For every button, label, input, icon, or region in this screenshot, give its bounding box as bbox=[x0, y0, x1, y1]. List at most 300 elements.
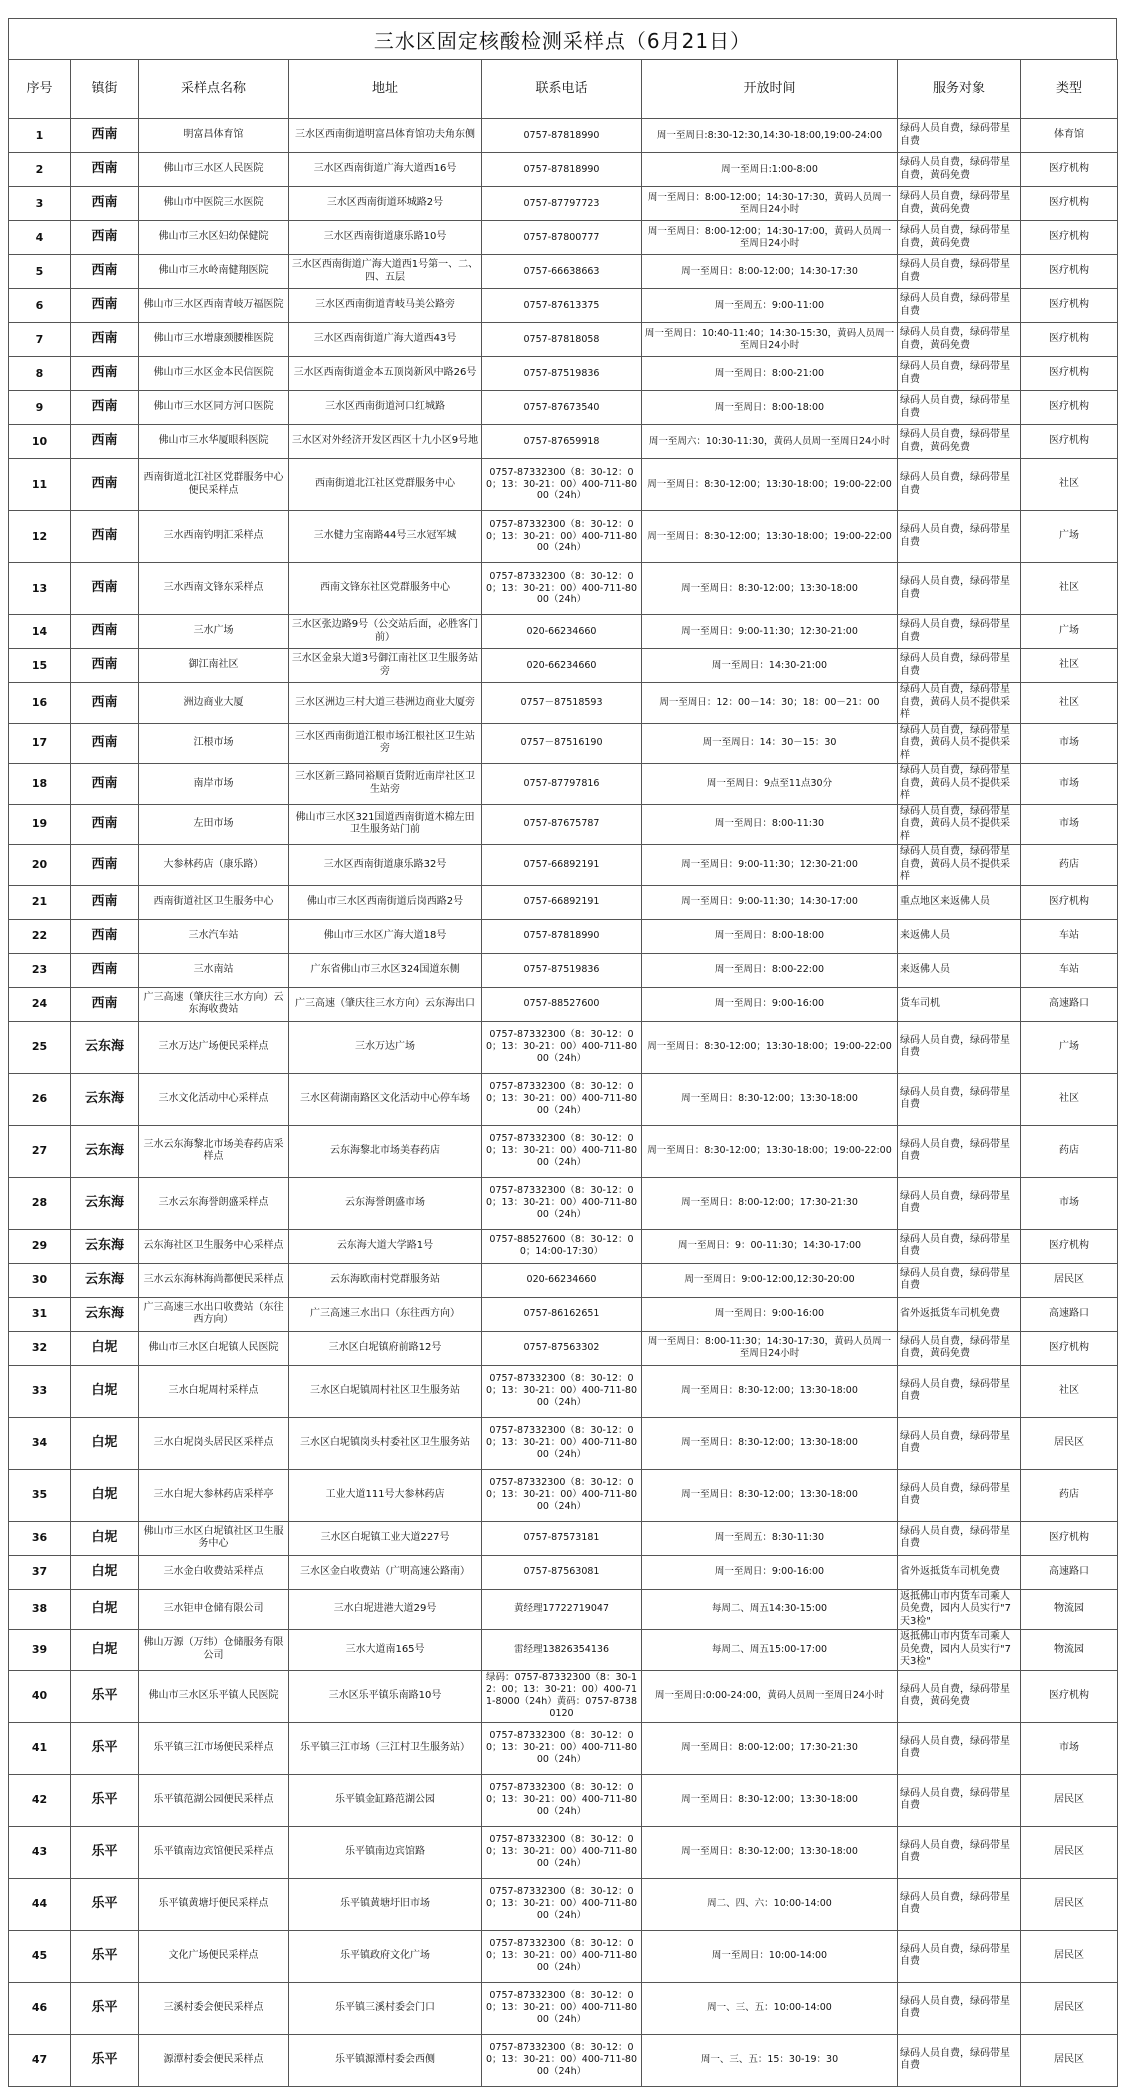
cell-address: 乐平镇三江市场（三江村卫生服务站） bbox=[289, 1722, 482, 1774]
cell-target: 绿码人员自费，绿码带星自费，黄码免费 bbox=[898, 1331, 1021, 1365]
table-row bbox=[9, 1417, 1118, 1469]
cell-town: 云东海 bbox=[71, 1229, 139, 1263]
cell-no: 2 bbox=[9, 153, 71, 187]
cell-target: 绿码人员自费，绿码带星自费，黄码人员不提供采样 bbox=[898, 683, 1021, 724]
table-row bbox=[9, 683, 1118, 724]
cell-phone: 绿码：0757-87332300（8：30-12：00；13：30-21：00）400-711-8000（24h）黄码：0757-87380120 bbox=[482, 1670, 642, 1722]
cell-hours: 周一至周日：10:40-11:40；14:30-15:30，黄码人员周一至周日24小时 bbox=[642, 323, 898, 357]
cell-town: 西南 bbox=[71, 119, 139, 153]
table-row bbox=[9, 289, 1118, 323]
cell-no: 21 bbox=[9, 885, 71, 919]
cell-town: 白坭 bbox=[71, 1417, 139, 1469]
cell-no: 1 bbox=[9, 119, 71, 153]
cell-phone: 0757-87332300（8：30-12：00；13：30-21：00）400-711-8000（24h） bbox=[482, 1826, 642, 1878]
cell-target: 绿码人员自费，绿码带星自费 bbox=[898, 119, 1021, 153]
cell-site-name: 三溪村委会便民采样点 bbox=[139, 1982, 289, 2034]
cell-target: 省外返抵货车司机免费 bbox=[898, 1555, 1021, 1589]
cell-town: 西南 bbox=[71, 221, 139, 255]
cell-hours: 周一、三、五：10:00-14:00 bbox=[642, 1982, 898, 2034]
cell-address: 三水区荷湖南路区文化活动中心停车场 bbox=[289, 1073, 482, 1125]
cell-type: 广场 bbox=[1021, 615, 1118, 649]
cell-type: 广场 bbox=[1021, 511, 1118, 563]
cell-type: 社区 bbox=[1021, 563, 1118, 615]
cell-type: 市场 bbox=[1021, 804, 1118, 845]
cell-address: 乐平镇三溪村委会门口 bbox=[289, 1982, 482, 2034]
cell-no: 38 bbox=[9, 1589, 71, 1630]
cell-site-name: 乐平镇三江市场便民采样点 bbox=[139, 1722, 289, 1774]
cell-target: 绿码人员自费，绿码带星自费 bbox=[898, 615, 1021, 649]
cell-site-name: 大参林药店（康乐路） bbox=[139, 845, 289, 886]
table-row bbox=[9, 1297, 1118, 1331]
table-row bbox=[9, 1826, 1118, 1878]
cell-type: 居民区 bbox=[1021, 1878, 1118, 1930]
cell-hours: 周一至周日：10:00-14:00 bbox=[642, 1930, 898, 1982]
cell-site-name: 佛山市三水区白坭镇社区卫生服务中心 bbox=[139, 1521, 289, 1555]
cell-hours: 周一至周日：9:00-11:30；12:30-21:00 bbox=[642, 845, 898, 886]
table-row bbox=[9, 615, 1118, 649]
cell-address: 乐平镇源潭村委会西侧 bbox=[289, 2034, 482, 2086]
cell-phone: 0757-87519836 bbox=[482, 953, 642, 987]
cell-town: 西南 bbox=[71, 459, 139, 511]
cell-target: 绿码人员自费，绿码带星自费，黄码免费 bbox=[898, 153, 1021, 187]
cell-address: 佛山市三水区广海大道18号 bbox=[289, 919, 482, 953]
cell-town: 白坭 bbox=[71, 1521, 139, 1555]
cell-target: 绿码人员自费，绿码带星自费 bbox=[898, 357, 1021, 391]
cell-hours: 周一至周日：9:00-16:00 bbox=[642, 1555, 898, 1589]
cell-address: 云东海黎北市场美春药店 bbox=[289, 1125, 482, 1177]
cell-hours: 周一至周日：8:00-12:00；14:30-17:30 bbox=[642, 255, 898, 289]
cell-hours: 周一至周日:8:30-12:30,14:30-18:00,19:00-24:00 bbox=[642, 119, 898, 153]
table-row bbox=[9, 1229, 1118, 1263]
cell-type: 高速路口 bbox=[1021, 1555, 1118, 1589]
cell-site-name: 佛山市三水区妇幼保健院 bbox=[139, 221, 289, 255]
cell-town: 乐平 bbox=[71, 1722, 139, 1774]
cell-target: 省外返抵货车司机免费 bbox=[898, 1297, 1021, 1331]
table-row bbox=[9, 1630, 1118, 1671]
cell-address: 三水区西南街道广海大道西16号 bbox=[289, 153, 482, 187]
cell-type: 医疗机构 bbox=[1021, 357, 1118, 391]
cell-type: 车站 bbox=[1021, 919, 1118, 953]
cell-type: 医疗机构 bbox=[1021, 153, 1118, 187]
cell-no: 32 bbox=[9, 1331, 71, 1365]
table-row bbox=[9, 1331, 1118, 1365]
cell-site-name: 三水万达广场便民采样点 bbox=[139, 1021, 289, 1073]
cell-no: 13 bbox=[9, 563, 71, 615]
cell-target: 重点地区来返佛人员 bbox=[898, 885, 1021, 919]
cell-address: 西南文锋东社区党群服务中心 bbox=[289, 563, 482, 615]
cell-hours: 周一至周日:1:00-8:00 bbox=[642, 153, 898, 187]
cell-site-name: 三水白坭大参林药店采样亭 bbox=[139, 1469, 289, 1521]
cell-type: 广场 bbox=[1021, 1021, 1118, 1073]
cell-type: 居民区 bbox=[1021, 1930, 1118, 1982]
cell-type: 居民区 bbox=[1021, 2034, 1118, 2086]
cell-site-name: 西南街道北江社区党群服务中心便民采样点 bbox=[139, 459, 289, 511]
cell-target: 绿码人员自费，绿码带星自费 bbox=[898, 1774, 1021, 1826]
table-row bbox=[9, 1263, 1118, 1297]
cell-no: 22 bbox=[9, 919, 71, 953]
cell-site-name: 广三高速三水出口收费站（东往西方向） bbox=[139, 1297, 289, 1331]
table-row bbox=[9, 425, 1118, 459]
cell-town: 西南 bbox=[71, 425, 139, 459]
cell-address: 乐平镇政府文化广场 bbox=[289, 1930, 482, 1982]
table-row bbox=[9, 1670, 1118, 1722]
cell-town: 西南 bbox=[71, 987, 139, 1021]
cell-no: 41 bbox=[9, 1722, 71, 1774]
cell-site-name: 佛山市三水增康颈腰椎医院 bbox=[139, 323, 289, 357]
cell-phone: 0757-87332300（8：30-12：00；13：30-21：00）400-711-8000（24h） bbox=[482, 511, 642, 563]
cell-no: 3 bbox=[9, 187, 71, 221]
cell-site-name: 佛山市三水岭南健翔医院 bbox=[139, 255, 289, 289]
cell-target: 绿码人员自费，绿码带星自费 bbox=[898, 1365, 1021, 1417]
cell-target: 货车司机 bbox=[898, 987, 1021, 1021]
cell-site-name: 三水白坭岗头居民区采样点 bbox=[139, 1417, 289, 1469]
cell-target: 来返佛人员 bbox=[898, 953, 1021, 987]
cell-address: 三水万达广场 bbox=[289, 1021, 482, 1073]
cell-type: 医疗机构 bbox=[1021, 289, 1118, 323]
cell-address: 佛山市三水区西南街道后岗西路2号 bbox=[289, 885, 482, 919]
cell-target: 绿码人员自费，绿码带星自费 bbox=[898, 2034, 1021, 2086]
cell-address: 佛山市三水区321国道西南街道木棉左田卫生服务站门前 bbox=[289, 804, 482, 845]
cell-phone: 0757-87332300（8：30-12：00；13：30-21：00）400-711-8000（24h） bbox=[482, 1469, 642, 1521]
cell-site-name: 三水汽车站 bbox=[139, 919, 289, 953]
cell-no: 28 bbox=[9, 1177, 71, 1229]
cell-address: 三水区新三路同裕顺百货附近南岸社区卫生站旁 bbox=[289, 764, 482, 805]
cell-site-name: 三水西南文锋东采样点 bbox=[139, 563, 289, 615]
table-row bbox=[9, 1930, 1118, 1982]
cell-address: 三水区金泉大道3号御江南社区卫生服务站旁 bbox=[289, 649, 482, 683]
cell-phone: 020-66234660 bbox=[482, 649, 642, 683]
cell-hours: 周一至周日：9：00-11:30；14:30-17:00 bbox=[642, 1229, 898, 1263]
header-cell-hours: 开放时间 bbox=[642, 60, 898, 119]
cell-address: 三水区对外经济开发区西区十九小区9号地 bbox=[289, 425, 482, 459]
cell-town: 西南 bbox=[71, 885, 139, 919]
cell-town: 西南 bbox=[71, 511, 139, 563]
cell-address: 三水区白坭镇府前路12号 bbox=[289, 1331, 482, 1365]
cell-site-name: 乐平镇范湖公园便民采样点 bbox=[139, 1774, 289, 1826]
cell-no: 37 bbox=[9, 1555, 71, 1589]
cell-target: 绿码人员自费，绿码带星自费 bbox=[898, 1417, 1021, 1469]
cell-target: 绿码人员自费，绿码带星自费 bbox=[898, 255, 1021, 289]
cell-target: 绿码人员自费，绿码带星自费 bbox=[898, 1229, 1021, 1263]
cell-address: 乐平镇黄塘圩旧市场 bbox=[289, 1878, 482, 1930]
cell-address: 三水区西南街道河口红城路 bbox=[289, 391, 482, 425]
cell-site-name: 佛山市三水区同方河口医院 bbox=[139, 391, 289, 425]
header-cell-phone: 联系电话 bbox=[482, 60, 642, 119]
table-row bbox=[9, 845, 1118, 886]
table-row bbox=[9, 1774, 1118, 1826]
cell-phone: 黄经理17722719047 bbox=[482, 1589, 642, 1630]
cell-town: 西南 bbox=[71, 804, 139, 845]
cell-target: 绿码人员自费，绿码带星自费，黄码人员不提供采样 bbox=[898, 804, 1021, 845]
cell-hours: 周一、三、五：15：30-19：30 bbox=[642, 2034, 898, 2086]
cell-address: 三水区张边路9号（公交站后面，必胜客门前） bbox=[289, 615, 482, 649]
cell-address: 三水区乐平镇乐南路10号 bbox=[289, 1670, 482, 1722]
cell-no: 42 bbox=[9, 1774, 71, 1826]
cell-site-name: 佛山市三水区金本民信医院 bbox=[139, 357, 289, 391]
cell-no: 19 bbox=[9, 804, 71, 845]
cell-no: 5 bbox=[9, 255, 71, 289]
cell-type: 医疗机构 bbox=[1021, 323, 1118, 357]
cell-type: 居民区 bbox=[1021, 1263, 1118, 1297]
cell-site-name: 佛山市三水区人民医院 bbox=[139, 153, 289, 187]
cell-target: 绿码人员自费，绿码带星自费，黄码免费 bbox=[898, 323, 1021, 357]
cell-no: 4 bbox=[9, 221, 71, 255]
cell-site-name: 乐平镇黄塘圩便民采样点 bbox=[139, 1878, 289, 1930]
table-row bbox=[9, 563, 1118, 615]
cell-target: 绿码人员自费，绿码带星自费 bbox=[898, 1521, 1021, 1555]
cell-hours: 周一至周日：8:00-12:00；17:30-21:30 bbox=[642, 1722, 898, 1774]
table-row bbox=[9, 1521, 1118, 1555]
cell-town: 乐平 bbox=[71, 1878, 139, 1930]
cell-type: 药店 bbox=[1021, 1125, 1118, 1177]
cell-site-name: 佛山市三水华厦眼科医院 bbox=[139, 425, 289, 459]
cell-town: 云东海 bbox=[71, 1021, 139, 1073]
cell-site-name: 三水钜申仓储有限公司 bbox=[139, 1589, 289, 1630]
cell-phone: 0757-87332300（8：30-12：00；13：30-21：00）400-711-8000（24h） bbox=[482, 1930, 642, 1982]
sampling-sites-table bbox=[8, 59, 1118, 2087]
cell-phone: 0757-87673540 bbox=[482, 391, 642, 425]
table-row bbox=[9, 885, 1118, 919]
cell-town: 西南 bbox=[71, 919, 139, 953]
cell-phone: 0757－87518593 bbox=[482, 683, 642, 724]
cell-phone: 0757-87332300（8：30-12：00；13：30-21：00）400-711-8000（24h） bbox=[482, 1982, 642, 2034]
cell-hours: 周一至周日：8:30-12:00；13:30-18:00；19:00-22:00 bbox=[642, 459, 898, 511]
cell-address: 乐平镇金缸路范湖公园 bbox=[289, 1774, 482, 1826]
table-row bbox=[9, 1878, 1118, 1930]
cell-no: 17 bbox=[9, 723, 71, 764]
cell-site-name: 佛山市中医院三水医院 bbox=[139, 187, 289, 221]
cell-hours: 每周二、周五14:30-15:00 bbox=[642, 1589, 898, 1630]
cell-hours: 周一至周日：8:30-12:00；13:30-18:00 bbox=[642, 1073, 898, 1125]
cell-no: 33 bbox=[9, 1365, 71, 1417]
cell-phone: 0757-66892191 bbox=[482, 845, 642, 886]
cell-site-name: 云东海社区卫生服务中心采样点 bbox=[139, 1229, 289, 1263]
cell-type: 体育馆 bbox=[1021, 119, 1118, 153]
cell-hours: 周一至周日：8:00-21:00 bbox=[642, 357, 898, 391]
cell-no: 18 bbox=[9, 764, 71, 805]
cell-town: 乐平 bbox=[71, 1982, 139, 2034]
table-row bbox=[9, 1589, 1118, 1630]
cell-hours: 周一至周日：8:30-12:00；13:30-18:00；19:00-22:00 bbox=[642, 511, 898, 563]
cell-type: 医疗机构 bbox=[1021, 1521, 1118, 1555]
cell-no: 31 bbox=[9, 1297, 71, 1331]
cell-phone: 0757-87332300（8：30-12：00；13：30-21：00）400-711-8000（24h） bbox=[482, 1073, 642, 1125]
cell-phone: 0757-87563081 bbox=[482, 1555, 642, 1589]
cell-address: 云东海欧南村党群服务站 bbox=[289, 1263, 482, 1297]
cell-hours: 周一至周日：8:30-12:00；13:30-18:00；19:00-22:00 bbox=[642, 1125, 898, 1177]
cell-type: 市场 bbox=[1021, 1177, 1118, 1229]
cell-address: 广三高速三水出口（东往西方向） bbox=[289, 1297, 482, 1331]
cell-no: 15 bbox=[9, 649, 71, 683]
table-row bbox=[9, 459, 1118, 511]
cell-town: 云东海 bbox=[71, 1073, 139, 1125]
cell-no: 14 bbox=[9, 615, 71, 649]
cell-target: 绿码人员自费，绿码带星自费 bbox=[898, 1982, 1021, 2034]
cell-hours: 周一至周日：8:30-12:00；13:30-18:00；19:00-22:00 bbox=[642, 1021, 898, 1073]
cell-target: 来返佛人员 bbox=[898, 919, 1021, 953]
cell-no: 24 bbox=[9, 987, 71, 1021]
cell-no: 47 bbox=[9, 2034, 71, 2086]
cell-phone: 020-66234660 bbox=[482, 1263, 642, 1297]
cell-no: 20 bbox=[9, 845, 71, 886]
cell-site-name: 江根市场 bbox=[139, 723, 289, 764]
cell-type: 高速路口 bbox=[1021, 1297, 1118, 1331]
cell-town: 云东海 bbox=[71, 1177, 139, 1229]
cell-no: 43 bbox=[9, 1826, 71, 1878]
cell-phone: 0757-87818990 bbox=[482, 919, 642, 953]
cell-hours: 周一至周日：8:00-22:00 bbox=[642, 953, 898, 987]
cell-type: 医疗机构 bbox=[1021, 885, 1118, 919]
cell-target: 绿码人员自费，绿码带星自费 bbox=[898, 391, 1021, 425]
cell-phone: 020-66234660 bbox=[482, 615, 642, 649]
cell-phone: 0757-88527600 bbox=[482, 987, 642, 1021]
cell-phone: 0757-87800777 bbox=[482, 221, 642, 255]
header-row bbox=[9, 60, 1118, 119]
cell-no: 10 bbox=[9, 425, 71, 459]
cell-target: 绿码人员自费，绿码带星自费，黄码免费 bbox=[898, 425, 1021, 459]
cell-phone: 0757-87332300（8：30-12：00；13：30-21：00）400-711-8000（24h） bbox=[482, 1125, 642, 1177]
cell-type: 高速路口 bbox=[1021, 987, 1118, 1021]
cell-site-name: 文化广场便民采样点 bbox=[139, 1930, 289, 1982]
cell-type: 物流园 bbox=[1021, 1630, 1118, 1671]
cell-target: 绿码人员自费，绿码带星自费，黄码免费 bbox=[898, 187, 1021, 221]
cell-phone: 0757-87675787 bbox=[482, 804, 642, 845]
cell-site-name: 三水南站 bbox=[139, 953, 289, 987]
cell-target: 返抵佛山市内货车司乘人员免费，园内人员实行"7天3检" bbox=[898, 1630, 1021, 1671]
cell-site-name: 西南街道社区卫生服务中心 bbox=[139, 885, 289, 919]
cell-town: 白坭 bbox=[71, 1469, 139, 1521]
cell-target: 绿码人员自费，绿码带星自费 bbox=[898, 1469, 1021, 1521]
cell-phone: 0757-87332300（8：30-12：00；13：30-21：00）400-711-8000（24h） bbox=[482, 459, 642, 511]
cell-type: 市场 bbox=[1021, 764, 1118, 805]
cell-target: 绿码人员自费，绿码带星自费 bbox=[898, 1125, 1021, 1177]
cell-address: 三水区洲边三村大道三巷洲边商业大厦旁 bbox=[289, 683, 482, 724]
cell-hours: 周一至周日：14:30-21:00 bbox=[642, 649, 898, 683]
table-row bbox=[9, 1125, 1118, 1177]
cell-phone: 雷经理13826354136 bbox=[482, 1630, 642, 1671]
cell-phone: 0757-87332300（8：30-12：00；13：30-21：00）400-711-8000（24h） bbox=[482, 563, 642, 615]
cell-town: 白坭 bbox=[71, 1365, 139, 1417]
cell-address: 三水区西南街道广海大道西43号 bbox=[289, 323, 482, 357]
table-row bbox=[9, 1021, 1118, 1073]
cell-phone: 0757-87332300（8：30-12：00；13：30-21：00）400-711-8000（24h） bbox=[482, 1365, 642, 1417]
cell-site-name: 乐平镇南边宾馆便民采样点 bbox=[139, 1826, 289, 1878]
cell-type: 社区 bbox=[1021, 649, 1118, 683]
table-row bbox=[9, 391, 1118, 425]
cell-phone: 0757-87797816 bbox=[482, 764, 642, 805]
table-row bbox=[9, 1365, 1118, 1417]
cell-town: 西南 bbox=[71, 391, 139, 425]
cell-hours: 周一至周日：8:00-18:00 bbox=[642, 391, 898, 425]
cell-no: 35 bbox=[9, 1469, 71, 1521]
cell-target: 绿码人员自费，绿码带星自费 bbox=[898, 1263, 1021, 1297]
cell-no: 11 bbox=[9, 459, 71, 511]
cell-site-name: 佛山市三水区乐平镇人民医院 bbox=[139, 1670, 289, 1722]
cell-target: 绿码人员自费，绿码带星自费 bbox=[898, 1878, 1021, 1930]
cell-no: 44 bbox=[9, 1878, 71, 1930]
cell-no: 46 bbox=[9, 1982, 71, 2034]
cell-target: 绿码人员自费，绿码带星自费 bbox=[898, 563, 1021, 615]
table-row bbox=[9, 1073, 1118, 1125]
cell-site-name: 御江南社区 bbox=[139, 649, 289, 683]
cell-phone: 0757-87332300（8：30-12：00；13：30-21：00）400-711-8000（24h） bbox=[482, 1021, 642, 1073]
cell-target: 绿码人员自费，绿码带星自费 bbox=[898, 1930, 1021, 1982]
cell-no: 9 bbox=[9, 391, 71, 425]
table-header bbox=[9, 60, 1118, 119]
table-row bbox=[9, 255, 1118, 289]
table-row bbox=[9, 153, 1118, 187]
cell-type: 医疗机构 bbox=[1021, 187, 1118, 221]
cell-town: 西南 bbox=[71, 255, 139, 289]
cell-hours: 周一至周日：8:00-18:00 bbox=[642, 919, 898, 953]
cell-hours: 周一至周六：10:30-11:30，黄码人员周一至周日24小时 bbox=[642, 425, 898, 459]
cell-site-name: 佛山万源（万纬）仓储服务有限公司 bbox=[139, 1630, 289, 1671]
cell-address: 三水健力宝南路44号三水冠军城 bbox=[289, 511, 482, 563]
cell-town: 西南 bbox=[71, 764, 139, 805]
table-row bbox=[9, 953, 1118, 987]
cell-town: 乐平 bbox=[71, 1670, 139, 1722]
table-row bbox=[9, 1722, 1118, 1774]
cell-town: 云东海 bbox=[71, 1297, 139, 1331]
header-cell-target: 服务对象 bbox=[898, 60, 1021, 119]
cell-town: 白坭 bbox=[71, 1331, 139, 1365]
cell-type: 居民区 bbox=[1021, 1417, 1118, 1469]
table-row bbox=[9, 511, 1118, 563]
cell-address: 三水区西南街道青岐马美公路旁 bbox=[289, 289, 482, 323]
cell-target: 绿码人员自费，绿码带星自费 bbox=[898, 1177, 1021, 1229]
cell-address: 广东省佛山市三水区324国道东侧 bbox=[289, 953, 482, 987]
cell-no: 16 bbox=[9, 683, 71, 724]
cell-town: 西南 bbox=[71, 153, 139, 187]
cell-site-name: 三水西南钓明汇采样点 bbox=[139, 511, 289, 563]
cell-phone: 0757-87818990 bbox=[482, 153, 642, 187]
table-row bbox=[9, 221, 1118, 255]
header-cell-address: 地址 bbox=[289, 60, 482, 119]
cell-site-name: 三水云东海黎北市场美春药店采样点 bbox=[139, 1125, 289, 1177]
cell-address: 三水区西南街道金本五顶岗新风中路26号 bbox=[289, 357, 482, 391]
cell-town: 西南 bbox=[71, 683, 139, 724]
cell-town: 云东海 bbox=[71, 1125, 139, 1177]
cell-target: 绿码人员自费，绿码带星自费 bbox=[898, 289, 1021, 323]
cell-type: 居民区 bbox=[1021, 1826, 1118, 1878]
cell-phone: 0757-88527600（8：30-12：00；14:00-17:30） bbox=[482, 1229, 642, 1263]
cell-phone: 0757-87519836 bbox=[482, 357, 642, 391]
cell-hours: 周一至周日：12：00－14：30；18：00－21：00 bbox=[642, 683, 898, 724]
cell-target: 绿码人员自费，绿码带星自费，黄码免费 bbox=[898, 1670, 1021, 1722]
cell-hours: 周一至周日：8:00-11:30；14:30-17:30，黄码人员周一至周日24小时 bbox=[642, 1331, 898, 1365]
cell-town: 乐平 bbox=[71, 1774, 139, 1826]
cell-no: 40 bbox=[9, 1670, 71, 1722]
cell-address: 云东海誉朗盛市场 bbox=[289, 1177, 482, 1229]
cell-phone: 0757-87332300（8：30-12：00；13：30-21：00）400-711-8000（24h） bbox=[482, 1774, 642, 1826]
cell-site-name: 佛山市三水区白坭镇人民医院 bbox=[139, 1331, 289, 1365]
cell-phone: 0757-87659918 bbox=[482, 425, 642, 459]
cell-address: 乐平镇南边宾馆路 bbox=[289, 1826, 482, 1878]
cell-type: 医疗机构 bbox=[1021, 221, 1118, 255]
document-title: 三水区固定核酸检测采样点（6月21日） bbox=[8, 18, 1117, 59]
table-row bbox=[9, 723, 1118, 764]
cell-address: 三水区西南街道环城路2号 bbox=[289, 187, 482, 221]
cell-type: 药店 bbox=[1021, 1469, 1118, 1521]
cell-town: 乐平 bbox=[71, 2034, 139, 2086]
cell-no: 36 bbox=[9, 1521, 71, 1555]
cell-address: 三水区白坭镇工业大道227号 bbox=[289, 1521, 482, 1555]
cell-hours: 周一至周日：8:30-12:00；13:30-18:00 bbox=[642, 1417, 898, 1469]
cell-phone: 0757-87332300（8：30-12：00；13：30-21：00）400-711-8000（24h） bbox=[482, 1417, 642, 1469]
cell-address: 三水区西南街道康乐路32号 bbox=[289, 845, 482, 886]
cell-target: 绿码人员自费，绿码带星自费 bbox=[898, 459, 1021, 511]
cell-hours: 周一至周日：8:00-12:00；17:30-21:30 bbox=[642, 1177, 898, 1229]
